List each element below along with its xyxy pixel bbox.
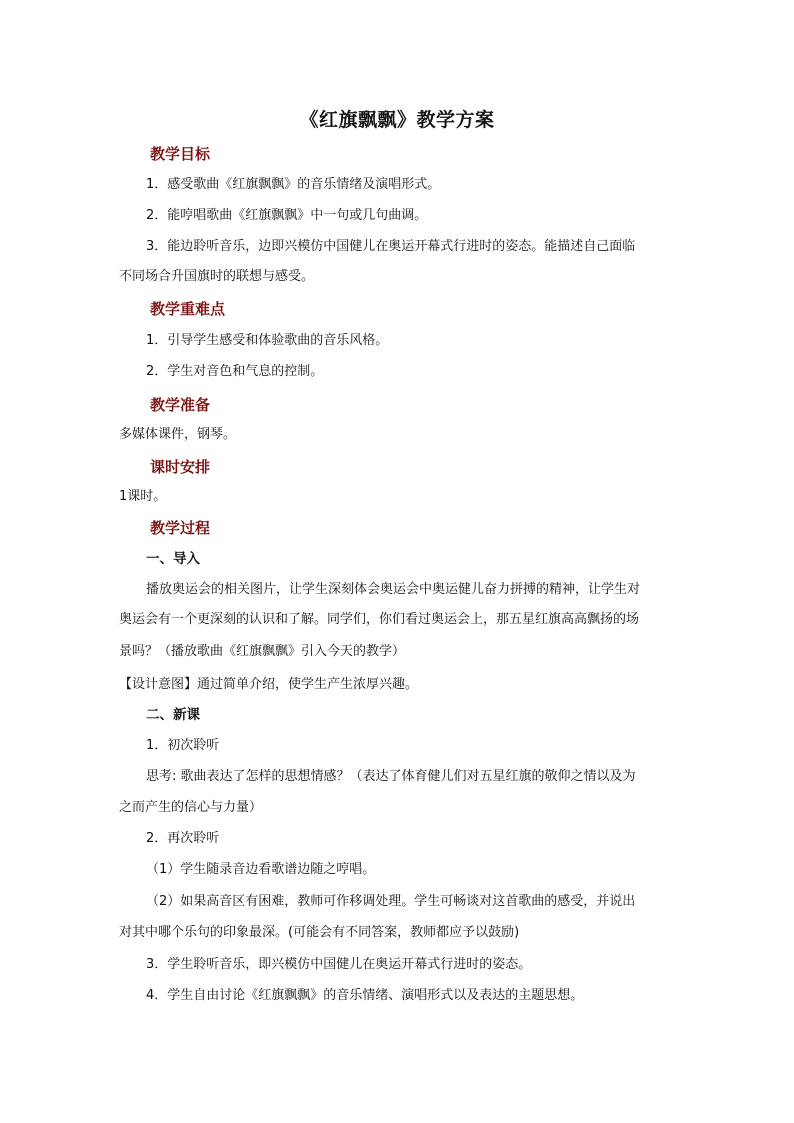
paragraph: （2）如果高音区有困难，教师可作移调处理。学生可畅谈对这首歌曲的感受，并说出 [146,894,636,909]
paragraph: 奥运会有一个更深刻的认识和了解。同学们，你们看过奥运会上，那五星红旗高高飘扬的场 [119,612,640,627]
heading-preparation: 教学准备 [150,396,211,414]
paragraph: 1．初次聆听 [146,738,220,753]
paragraph: 播放奥运会的相关图片，让学生深刻体会奥运会中奥运健儿奋力拼搏的精神，让学生对 [146,582,641,597]
paragraph: 对其中哪个乐句的印象最深。(可能会有不同答案，教师都应予以鼓励) [119,925,520,940]
paragraph: 多媒体课件，钢琴。 [119,427,237,442]
paragraph: 2．再次聆听 [146,831,220,846]
paragraph: 4．学生自由讨论《红旗飘飘》的音乐情绪、演唱形式以及表达的主题思想。 [146,988,584,1003]
subheading-new-lesson: 二、新课 [146,707,200,723]
document-title: 《红旗飘飘》教学方案 [299,109,495,131]
paragraph: 之而产生的信心与力量） [119,800,263,815]
subheading-intro: 一、导入 [146,551,200,567]
heading-process: 教学过程 [150,519,211,537]
heading-key-difficulties: 教学重难点 [150,300,226,318]
paragraph: 3．学生聆听音乐，即兴模仿中国健儿在奥运开幕式行进时的姿态。 [146,957,532,972]
paragraph: 1课时。 [119,489,167,504]
paragraph: 2．学生对音色和气息的控制。 [146,364,324,379]
paragraph: 2．能哼唱歌曲《红旗飘飘》中一句或几句曲调。 [146,208,428,223]
heading-teaching-goals: 教学目标 [150,145,211,163]
paragraph: 3．能边聆听音乐，边即兴模仿中国健儿在奥运开幕式行进时的姿态。能描述自己面临 [146,239,636,254]
paragraph: 思考: 歌曲表达了怎样的思想情感？（表达了体育健儿们对五星红旗的敬仰之情以及为 [146,769,636,784]
paragraph: 不同场合升国旗时的联想与感受。 [119,269,315,284]
paragraph: 1．引导学生感受和体验歌曲的音乐风格。 [146,333,389,348]
heading-schedule: 课时安排 [150,458,211,476]
paragraph: （1）学生随录音边看歌谱边随之哼唱。 [146,862,376,877]
paragraph: 【设计意图】通过简单介绍，使学生产生浓厚兴趣。 [119,677,419,692]
paragraph: 1．感受歌曲《红旗飘飘》的音乐情绪及演唱形式。 [146,177,441,192]
paragraph: 景吗？（播放歌曲《红旗飘飘》引入今天的教学） [119,644,406,659]
